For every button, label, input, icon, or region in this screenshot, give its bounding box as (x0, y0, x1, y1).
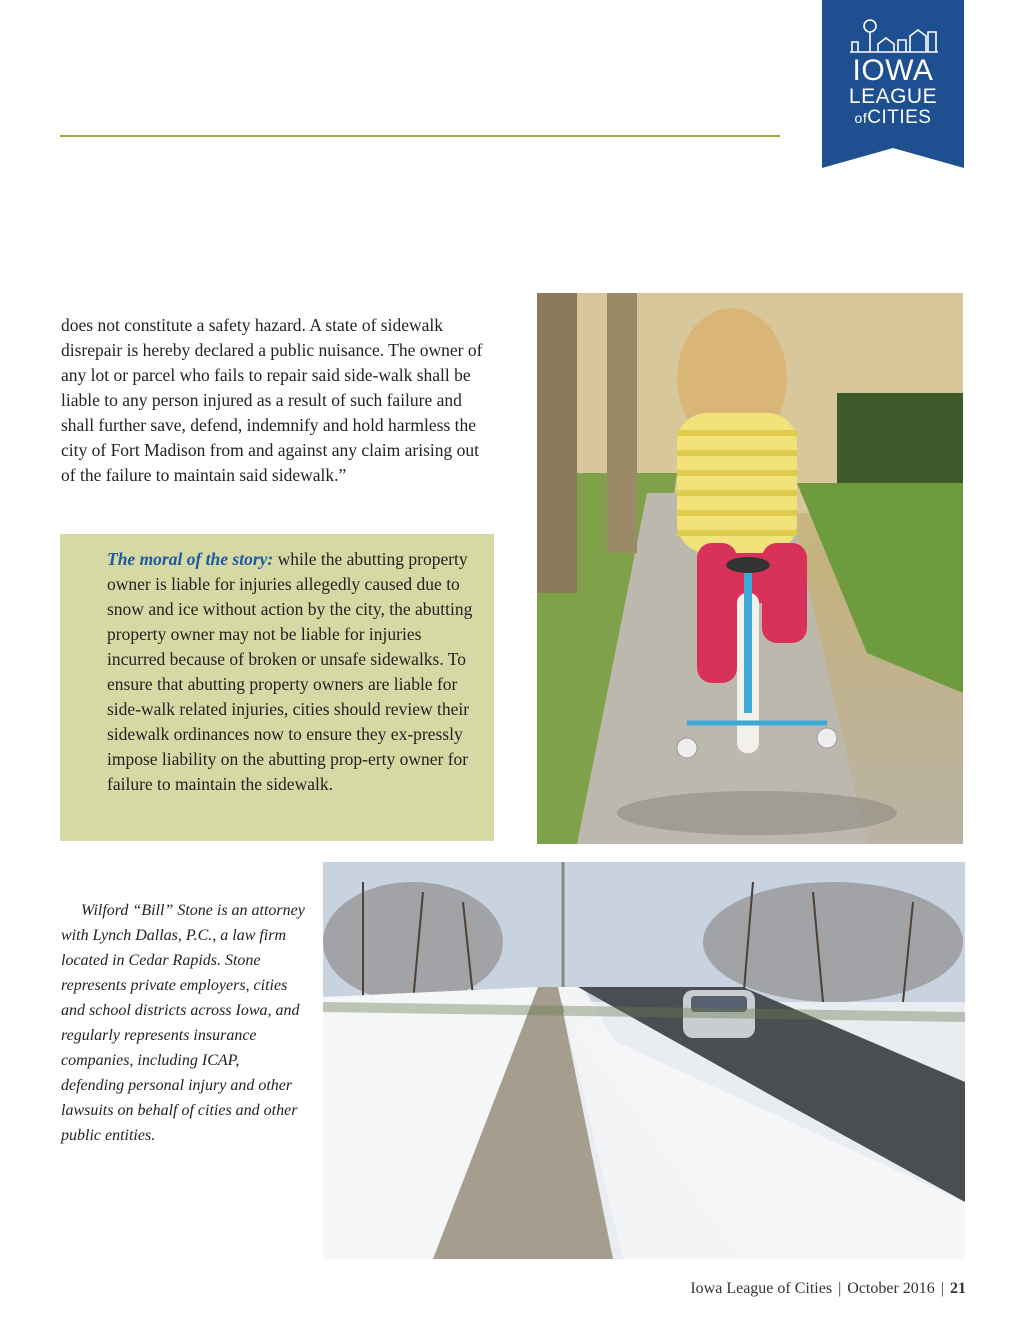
header-rule (60, 135, 780, 137)
moral-callout-box (60, 534, 494, 841)
photo-child-bicycle (537, 293, 963, 844)
moral-body: while the abutting property owner is liable for injuries allegedly caused due to snow and ice without action by the city, the abutting property owner may not be liable for injuries incurred because of broken or unsafe sidewalks. To ensure that abutting property owners are liable for side-walk related injuries, cities should review their sidewalk ordinances now to ensure they ex-pressly impose liability on the abutting prop-erty owner for failure to maintain the sidewalk. (107, 549, 473, 794)
moral-callout-text (107, 547, 477, 797)
footer-publication: Iowa League of Cities (690, 1280, 833, 1297)
page-footer (690, 1278, 966, 1300)
footer-issue: October 2016 (847, 1280, 935, 1297)
moral-lead: The moral of the story: (107, 549, 274, 569)
iowa-league-of-cities-logo (822, 0, 964, 168)
logo-league: LEAGUE (848, 85, 938, 108)
footer-separator: | (838, 1280, 842, 1297)
logo-cities (822, 107, 964, 129)
logo-cities-word: CITIES (867, 107, 932, 128)
article-body-paragraph: does not constitute a safety hazard. A state of sidewalk disrepair is hereby declared a public nuisance. The owner of any lot or parcel who fails to repair said side-walk shall be liable to any person injured as a result of such failure and shall further save, defend, indemnify and hold harmless the city of Fort Madison from and against any claim arising out of the failure to maintain said sidewalk.” (61, 315, 483, 485)
author-bio: Wilford “Bill” Stone is an attorney with Lynch Dallas, P.C., a law firm located in Cedar Rapids. Stone represents private employers, cities and school districts across Iowa, and regularly represents insurance companies, including ICAP, defending personal injury and other lawsuits on behalf of cities and other public entities. (61, 902, 305, 1144)
logo-of: of (854, 110, 868, 126)
logo-iowa: IOWA (852, 54, 934, 87)
footer-separator-2: | (940, 1280, 944, 1297)
photo-snowy-sidewalk (323, 862, 965, 1259)
footer-page-number: 21 (950, 1280, 966, 1297)
